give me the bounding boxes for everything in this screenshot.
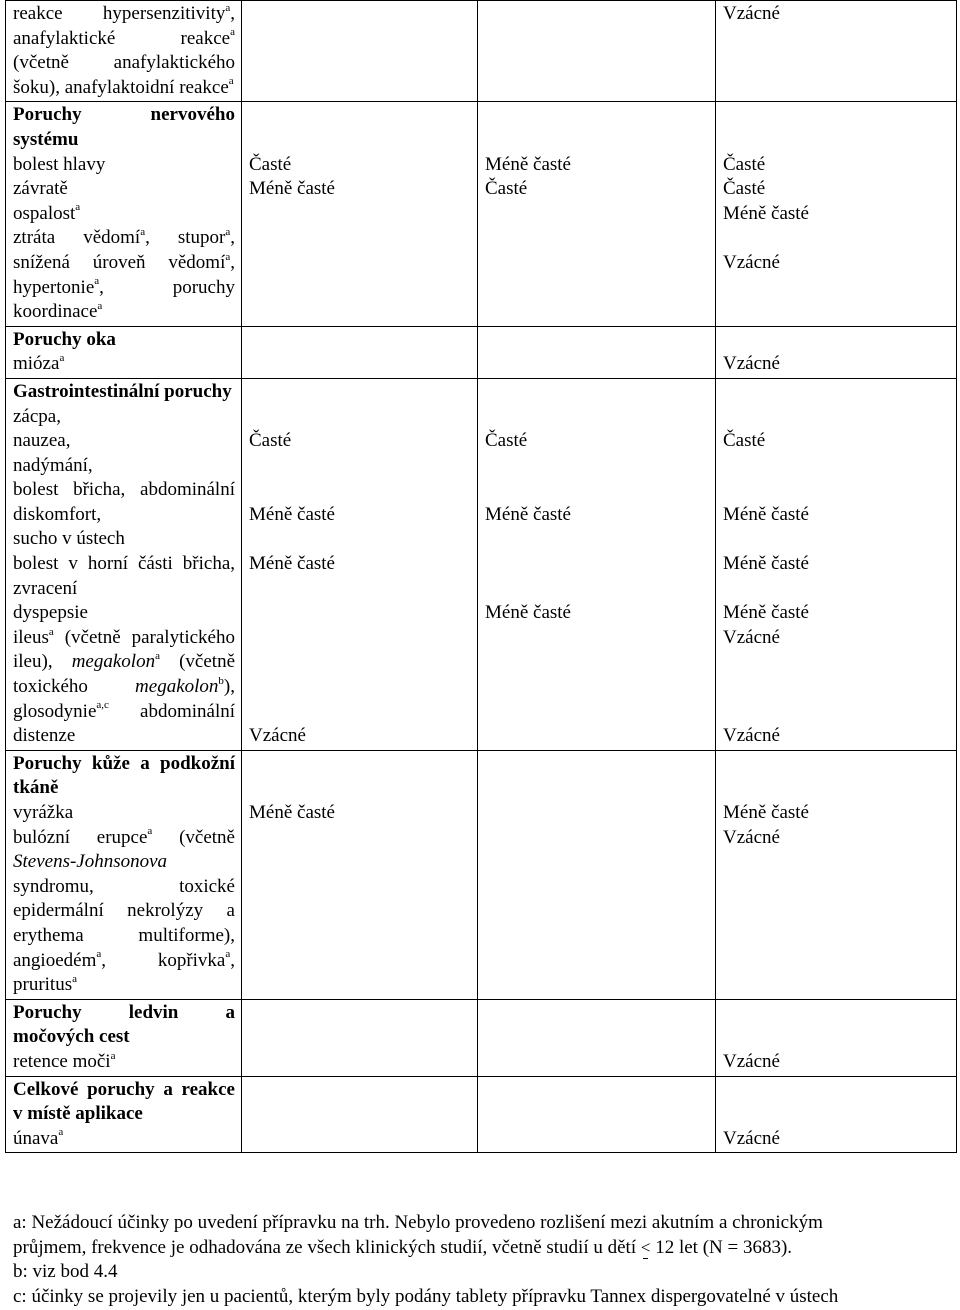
frequency-value: Méně časté <box>723 553 809 575</box>
frequency-value: Časté <box>249 153 292 175</box>
frequency-value: Méně časté <box>249 503 335 525</box>
term-label: bolest hlavy <box>13 153 106 175</box>
frequency-value: Časté <box>723 430 766 452</box>
term-label: bulózní erupce$^a$ (včetně Stevens-Johnsonova syndromu, toxické epidermální nekrolýzy a erythema multiforme), angioedém$^a$, kopřivka$^a$, pruritus$^a$ <box>13 825 235 996</box>
adverse-effects-sheet <box>5 0 956 1153</box>
term-label: ospalost$^a$ <box>13 201 81 224</box>
term-cell <box>6 326 242 378</box>
term-label: nadýmání, <box>13 454 93 476</box>
frequency-value: Časté <box>249 430 292 452</box>
frequency-cell <box>716 1 957 102</box>
frequency-cell <box>716 999 957 1076</box>
frequency-value: Vzácné <box>723 353 780 375</box>
frequency-cell <box>716 750 957 999</box>
frequency-cell <box>242 1 478 102</box>
table-row <box>6 999 957 1076</box>
frequency-cell <box>242 1076 478 1153</box>
footnote-b: b: viz bod 4.4 <box>13 1261 118 1283</box>
term-label: bolest v horní části břicha, zvracení <box>13 553 235 599</box>
adverse-effects-table <box>5 0 957 1153</box>
table-row <box>6 750 957 999</box>
frequency-cell <box>242 326 478 378</box>
frequency-cell <box>716 102 957 326</box>
frequency-value: Časté <box>723 178 766 200</box>
less-or-equal-symbol: < <box>641 1236 651 1261</box>
frequency-value: Méně časté <box>485 602 571 624</box>
section-heading: Poruchy oka <box>13 328 116 350</box>
frequency-cell <box>478 1076 716 1153</box>
term-label: ileus$^a$ (včetně paralytického ileu), megakolon$^a$ (včetně toxického megakolon$^b$), glosodynie$^{a,c}$ abdominální distenze <box>13 625 235 747</box>
frequency-cell <box>478 1 716 102</box>
footnote-a: a: Nežádoucí účinky po uvedení přípravku na trh. Nebylo provedeno rozlišení mezi akutním a chronickým <box>13 1212 823 1233</box>
frequency-cell <box>242 750 478 999</box>
term-label: retence moči$^a$ <box>13 1049 116 1072</box>
frequency-cell <box>478 750 716 999</box>
section-heading: Poruchy ledvin a močových cest <box>13 1001 235 1048</box>
frequency-value: Méně časté <box>485 503 571 525</box>
term-label: sucho v ústech <box>13 528 125 550</box>
frequency-value: Méně časté <box>723 602 809 624</box>
term-cell <box>6 750 242 999</box>
term-label: dyspepsie <box>13 602 88 624</box>
table-row <box>6 378 957 750</box>
frequency-cell <box>478 378 716 750</box>
term-label: vyrážka <box>13 802 74 823</box>
term-label: nauzea, <box>13 430 71 452</box>
frequency-cell <box>478 999 716 1076</box>
term-label: mióza$^a$ <box>13 351 65 375</box>
frequency-value: Méně časté <box>249 553 335 575</box>
frequency-value: Časté <box>485 178 528 200</box>
frequency-value: Méně časté <box>249 802 335 823</box>
section-heading: Poruchy kůže a podkožní tkáně <box>13 752 235 799</box>
term-label: zácpa, <box>13 405 61 427</box>
frequency-cell <box>716 378 957 750</box>
frequency-cell <box>242 102 478 326</box>
term-cell <box>6 378 242 750</box>
term-label: reakce hypersenzitivity$^a$, anafylaktické reakce$^a$ (včetně anafylaktického šoku), anafylaktoidní reakce$^a$ <box>13 1 235 98</box>
frequency-cell <box>716 1076 957 1153</box>
table-row <box>6 326 957 378</box>
term-label: ztráta vědomí$^a$, stupor$^a$, snížená úroveň vědomí$^a$, hypertonie$^a$, poruchy koordinace$^a$ <box>13 226 235 323</box>
footnote-a-continued: průjmem, frekvence je odhadována ze všech klinických studií, včetně studií u dětí < 12 let (N = 3683). <box>13 1236 953 1261</box>
frequency-value: Méně časté <box>723 202 809 224</box>
footnote-c: c: účinky se projevily jen u pacientů, kterým byly podány tablety přípravku Tannex dispergovatelné v ústech <box>13 1285 839 1307</box>
frequency-value: Vzácné <box>723 3 780 24</box>
frequency-value: Vzácné <box>723 725 780 747</box>
term-cell <box>6 102 242 326</box>
frequency-value: Vzácné <box>723 626 780 648</box>
term-label: závratě <box>13 178 68 200</box>
table-row <box>6 1076 957 1153</box>
term-label: únava$^a$ <box>13 1126 64 1149</box>
section-heading: Gastrointestinální poruchy <box>13 380 232 402</box>
frequency-value: Časté <box>485 430 528 452</box>
term-label: bolest břicha, abdominální diskomfort, <box>13 479 235 525</box>
frequency-value: Méně časté <box>723 802 809 823</box>
frequency-value: Méně časté <box>485 153 571 175</box>
term-cell <box>6 1 242 102</box>
frequency-value: Vzácné <box>723 1050 780 1072</box>
footnotes <box>13 1211 953 1309</box>
table-row <box>6 102 957 326</box>
frequency-value: Vzácné <box>723 1127 780 1149</box>
term-cell <box>6 999 242 1076</box>
frequency-cell <box>242 378 478 750</box>
frequency-value: Méně časté <box>723 503 809 525</box>
frequency-value: Časté <box>723 153 766 175</box>
frequency-value: Méně časté <box>249 178 335 200</box>
table-row <box>6 1 957 102</box>
frequency-value: Vzácné <box>249 725 306 747</box>
frequency-cell <box>478 102 716 326</box>
frequency-cell <box>716 326 957 378</box>
section-heading: Poruchy nervového systému <box>13 104 235 150</box>
frequency-cell <box>242 999 478 1076</box>
frequency-cell <box>478 326 716 378</box>
frequency-value: Vzácné <box>723 251 780 273</box>
section-heading: Celkové poruchy a reakce v místě aplikace <box>13 1078 235 1125</box>
term-cell <box>6 1076 242 1153</box>
frequency-value: Vzácné <box>723 826 780 848</box>
